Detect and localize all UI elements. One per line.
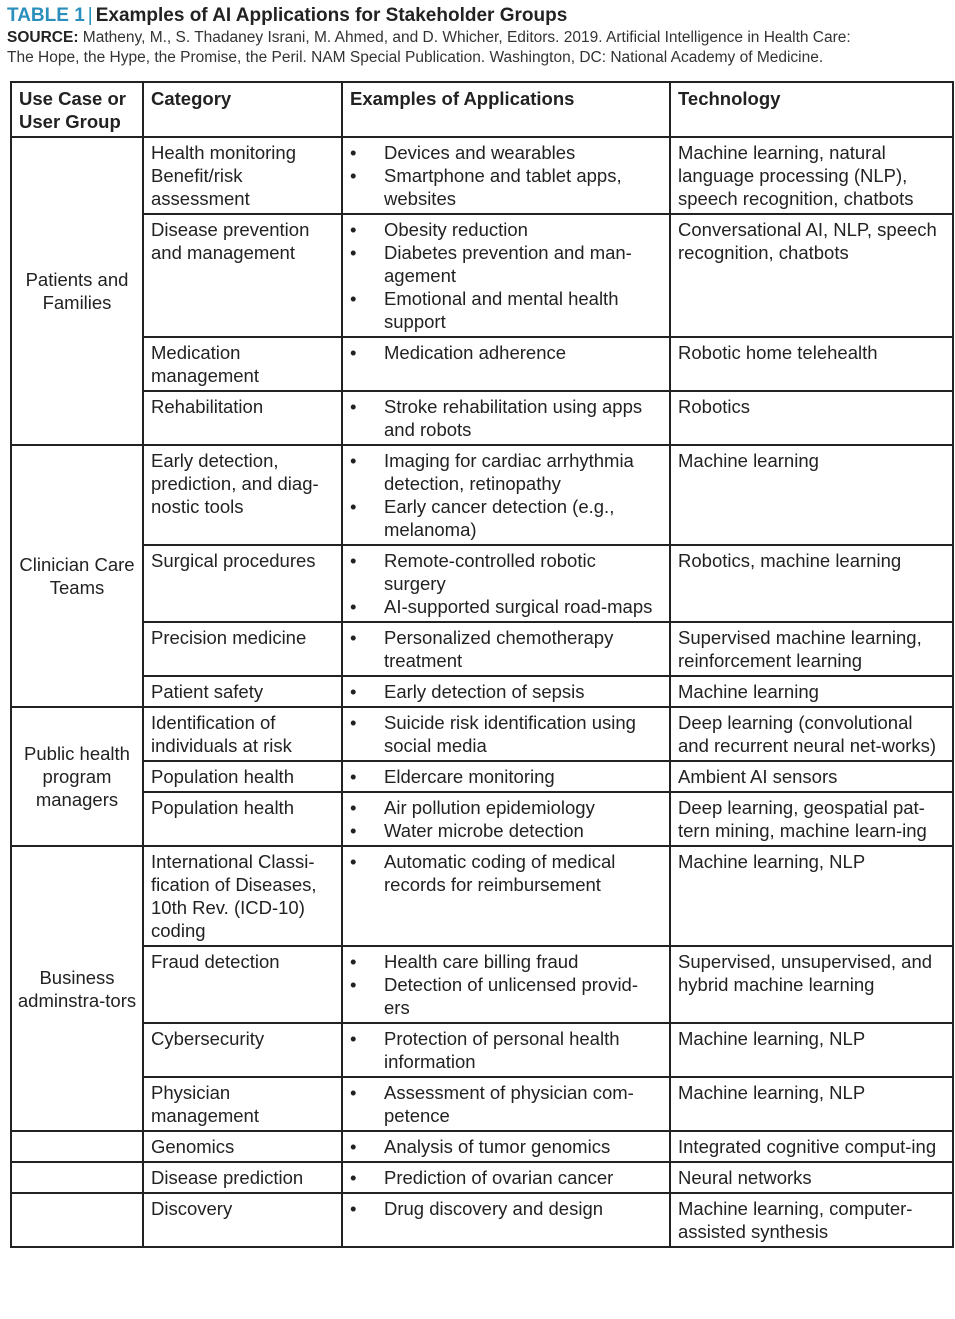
column-header-examples: Examples of Applications xyxy=(342,82,670,137)
example-item: • Detection of unlicensed provid-ers xyxy=(350,973,662,1019)
examples-cell xyxy=(342,137,670,214)
example-item: • Emotional and mental health support xyxy=(350,287,662,333)
examples-cell xyxy=(342,846,670,946)
example-item: • Assessment of physician com-petence xyxy=(350,1081,662,1127)
technology-cell: Machine learning xyxy=(670,676,953,707)
examples-list xyxy=(350,796,662,842)
example-item: • Medication adherence xyxy=(350,341,662,364)
category-cell: Identification of individuals at risk xyxy=(143,707,342,761)
column-header-user-group: Use Case or User Group xyxy=(11,82,143,137)
category-cell: Cybersecurity xyxy=(143,1023,342,1077)
examples-cell xyxy=(342,214,670,337)
example-item: • Eldercare monitoring xyxy=(350,765,662,788)
category-cell: Disease prevention and management xyxy=(143,214,342,337)
table-row xyxy=(11,1131,953,1162)
examples-list xyxy=(350,950,662,1019)
user-group-cell: Public health program managers xyxy=(11,707,143,846)
example-item: • AI-supported surgical road-maps xyxy=(350,595,662,618)
column-header-technology: Technology xyxy=(670,82,953,137)
table-row xyxy=(11,1077,953,1131)
example-item: • Analysis of tumor genomics xyxy=(350,1135,662,1158)
applications-table xyxy=(10,81,954,1248)
examples-cell xyxy=(342,445,670,545)
examples-list xyxy=(350,341,662,364)
category-cell: Health monitoring Benefit/risk assessment xyxy=(143,137,342,214)
technology-cell: Robotics xyxy=(670,391,953,445)
example-item: • Protection of personal health information xyxy=(350,1027,662,1073)
examples-cell xyxy=(342,1193,670,1247)
examples-cell xyxy=(342,622,670,676)
example-item: • Stroke rehabilitation using apps and robots xyxy=(350,395,662,441)
source-label: SOURCE: xyxy=(7,29,79,46)
examples-cell xyxy=(342,1162,670,1193)
user-group-cell xyxy=(11,1131,143,1162)
source-text-1: Matheny, M., S. Thadaney Israni, M. Ahmed, and D. Whicher, Editors. 2019. Artificial Intelligence in Health Care: xyxy=(82,29,851,46)
example-item: • Prediction of ovarian cancer xyxy=(350,1166,662,1189)
table-body xyxy=(11,137,953,1247)
examples-cell xyxy=(342,792,670,846)
examples-cell xyxy=(342,707,670,761)
category-cell: Precision medicine xyxy=(143,622,342,676)
example-item: • Water microbe detection xyxy=(350,819,662,842)
example-item: • Drug discovery and design xyxy=(350,1197,662,1220)
examples-list xyxy=(350,626,662,672)
table-row xyxy=(11,391,953,445)
table-row xyxy=(11,792,953,846)
user-group-cell: Business adminstra-tors xyxy=(11,846,143,1131)
header-row xyxy=(11,82,953,137)
examples-list xyxy=(350,711,662,757)
technology-cell: Machine learning, NLP xyxy=(670,846,953,946)
examples-cell xyxy=(342,337,670,391)
category-cell: Population health xyxy=(143,792,342,846)
category-cell: Fraud detection xyxy=(143,946,342,1023)
technology-cell: Supervised machine learning, reinforcement learning xyxy=(670,622,953,676)
category-cell: Discovery xyxy=(143,1193,342,1247)
table-row xyxy=(11,1162,953,1193)
example-item: • Automatic coding of medical records for reimbursement xyxy=(350,850,662,896)
examples-list xyxy=(350,1197,662,1220)
category-cell: Population health xyxy=(143,761,342,792)
example-item: • Early detection of sepsis xyxy=(350,680,662,703)
table-row xyxy=(11,1193,953,1247)
examples-list xyxy=(350,765,662,788)
examples-list xyxy=(350,1166,662,1189)
example-item: • Early cancer detection (e.g., melanoma) xyxy=(350,495,662,541)
examples-cell xyxy=(342,391,670,445)
technology-cell: Ambient AI sensors xyxy=(670,761,953,792)
title-text: Examples of AI Applications for Stakeholder Groups xyxy=(95,5,568,26)
table-row xyxy=(11,545,953,622)
example-item: • Personalized chemotherapy treatment xyxy=(350,626,662,672)
examples-list xyxy=(350,1135,662,1158)
examples-cell xyxy=(342,1023,670,1077)
table-title xyxy=(7,4,955,28)
technology-cell: Robotics, machine learning xyxy=(670,545,953,622)
user-group-cell: Patients and Families xyxy=(11,137,143,445)
table-row xyxy=(11,137,953,214)
category-cell: Early detection, prediction, and diag-nostic tools xyxy=(143,445,342,545)
example-item: • Imaging for cardiac arrhythmia detection, retinopathy xyxy=(350,449,662,495)
examples-cell xyxy=(342,761,670,792)
user-group-cell xyxy=(11,1162,143,1193)
source-line-1 xyxy=(7,28,955,48)
category-cell: Medication management xyxy=(143,337,342,391)
table-row xyxy=(11,676,953,707)
technology-cell: Machine learning xyxy=(670,445,953,545)
user-group-cell xyxy=(11,1193,143,1247)
examples-cell xyxy=(342,545,670,622)
examples-list xyxy=(350,449,662,541)
table-row xyxy=(11,445,953,545)
category-cell: Patient safety xyxy=(143,676,342,707)
technology-cell: Machine learning, NLP xyxy=(670,1023,953,1077)
category-cell: Surgical procedures xyxy=(143,545,342,622)
examples-cell xyxy=(342,1131,670,1162)
table-row xyxy=(11,337,953,391)
table-row xyxy=(11,1023,953,1077)
category-cell: Genomics xyxy=(143,1131,342,1162)
source-line-2: The Hope, the Hype, the Promise, the Peril. NAM Special Publication. Washington, DC: National Academy of Medicine. xyxy=(7,49,824,66)
table-label: TABLE 1 xyxy=(7,5,85,26)
table-header xyxy=(7,4,955,68)
category-cell: Physician management xyxy=(143,1077,342,1131)
example-item: • Smartphone and tablet apps, websites xyxy=(350,164,662,210)
table-row xyxy=(11,761,953,792)
examples-list xyxy=(350,850,662,896)
example-item: • Obesity reduction xyxy=(350,218,662,241)
examples-list xyxy=(350,1081,662,1127)
technology-cell: Deep learning, geospatial pat-tern mining, machine learn-ing xyxy=(670,792,953,846)
category-cell: Disease prediction xyxy=(143,1162,342,1193)
example-item: • Air pollution epidemiology xyxy=(350,796,662,819)
example-item: • Devices and wearables xyxy=(350,141,662,164)
table-row xyxy=(11,707,953,761)
technology-cell: Conversational AI, NLP, speech recognition, chatbots xyxy=(670,214,953,337)
technology-cell: Integrated cognitive comput-ing xyxy=(670,1131,953,1162)
column-header-category: Category xyxy=(143,82,342,137)
examples-list xyxy=(350,1027,662,1073)
example-item: • Diabetes prevention and man-agement xyxy=(350,241,662,287)
category-cell: Rehabilitation xyxy=(143,391,342,445)
table-row xyxy=(11,946,953,1023)
technology-cell: Machine learning, NLP xyxy=(670,1077,953,1131)
technology-cell: Neural networks xyxy=(670,1162,953,1193)
technology-cell: Supervised, unsupervised, and hybrid machine learning xyxy=(670,946,953,1023)
title-separator: | xyxy=(87,5,93,26)
technology-cell: Machine learning, computer-assisted synthesis xyxy=(670,1193,953,1247)
user-group-cell: Clinician Care Teams xyxy=(11,445,143,707)
examples-list xyxy=(350,395,662,441)
example-item: • Suicide risk identification using social media xyxy=(350,711,662,757)
examples-cell xyxy=(342,676,670,707)
examples-cell xyxy=(342,1077,670,1131)
examples-list xyxy=(350,218,662,333)
category-cell: International Classi-fication of Diseases, 10th Rev. (ICD-10) coding xyxy=(143,846,342,946)
technology-cell: Machine learning, natural language processing (NLP), speech recognition, chatbots xyxy=(670,137,953,214)
example-item: • Remote-controlled robotic surgery xyxy=(350,549,662,595)
example-item: • Health care billing fraud xyxy=(350,950,662,973)
technology-cell: Deep learning (convolutional and recurrent neural net-works) xyxy=(670,707,953,761)
examples-list xyxy=(350,549,662,618)
examples-cell xyxy=(342,946,670,1023)
table-row xyxy=(11,846,953,946)
examples-list xyxy=(350,680,662,703)
table-row xyxy=(11,622,953,676)
technology-cell: Robotic home telehealth xyxy=(670,337,953,391)
examples-list xyxy=(350,141,662,210)
table-row xyxy=(11,214,953,337)
